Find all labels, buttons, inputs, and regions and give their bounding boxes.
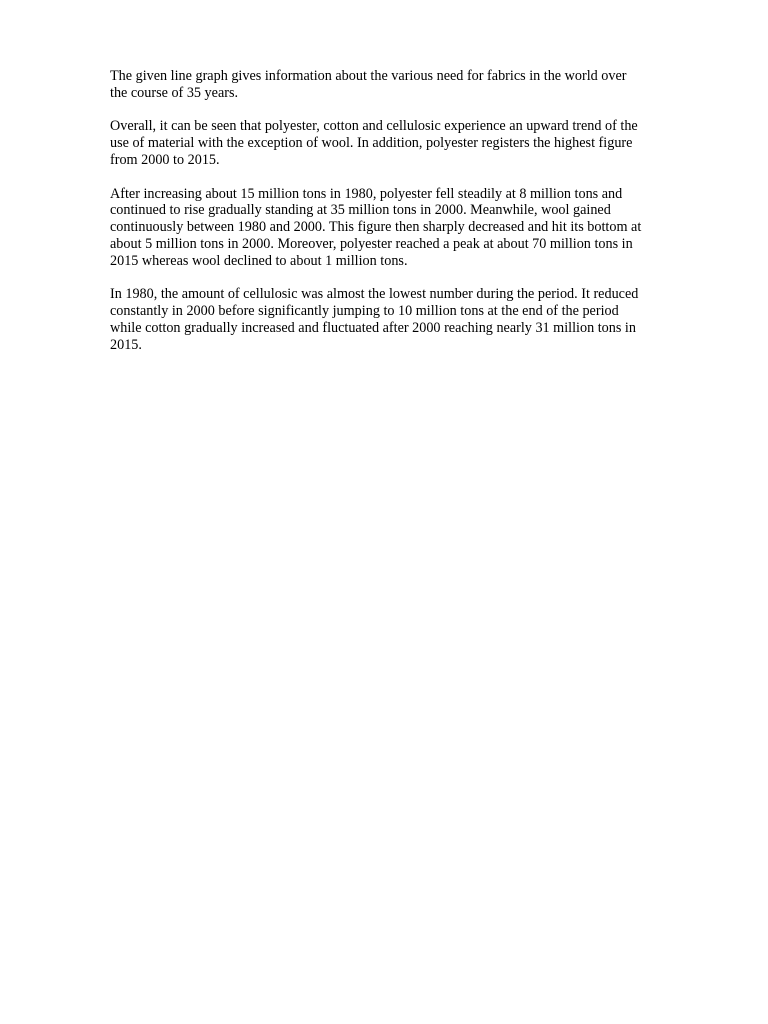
paragraph-overview: Overall, it can be seen that polyester, cotton and cellulosic experience an upward trend of the use of material with the exception of wool. In addition, polyester registers the highest figure from 2000 to 2015.	[110, 118, 638, 168]
paragraph-body-cellulosic-cotton: In 1980, the amount of cellulosic was almost the lowest number during the period. It reduced constantly in 2000 before significantly jumping to 10 million tons at the end of the period while cotton gradually increased and fluctuated after 2000 reaching nearly 31 million tons in 2015.	[110, 286, 639, 353]
paragraph-body-polyester-wool: After increasing about 15 million tons in 1980, polyester fell steadily at 8 million tons and continued to rise gradually standing at 35 million tons in 2000. Meanwhile, wool gained continuously between 1980 and 2000. This figure then sharply decreased and hit its bottom at about 5 million tons in 2000. Moreover, polyester reached a peak at about 70 million tons in 2015 whereas wool declined to about 1 million tons.	[110, 185, 642, 269]
paragraph-introduction: The given line graph gives information about the various need for fabrics in the world over the course of 35 years.	[110, 68, 627, 101]
document-page	[110, 68, 694, 370]
